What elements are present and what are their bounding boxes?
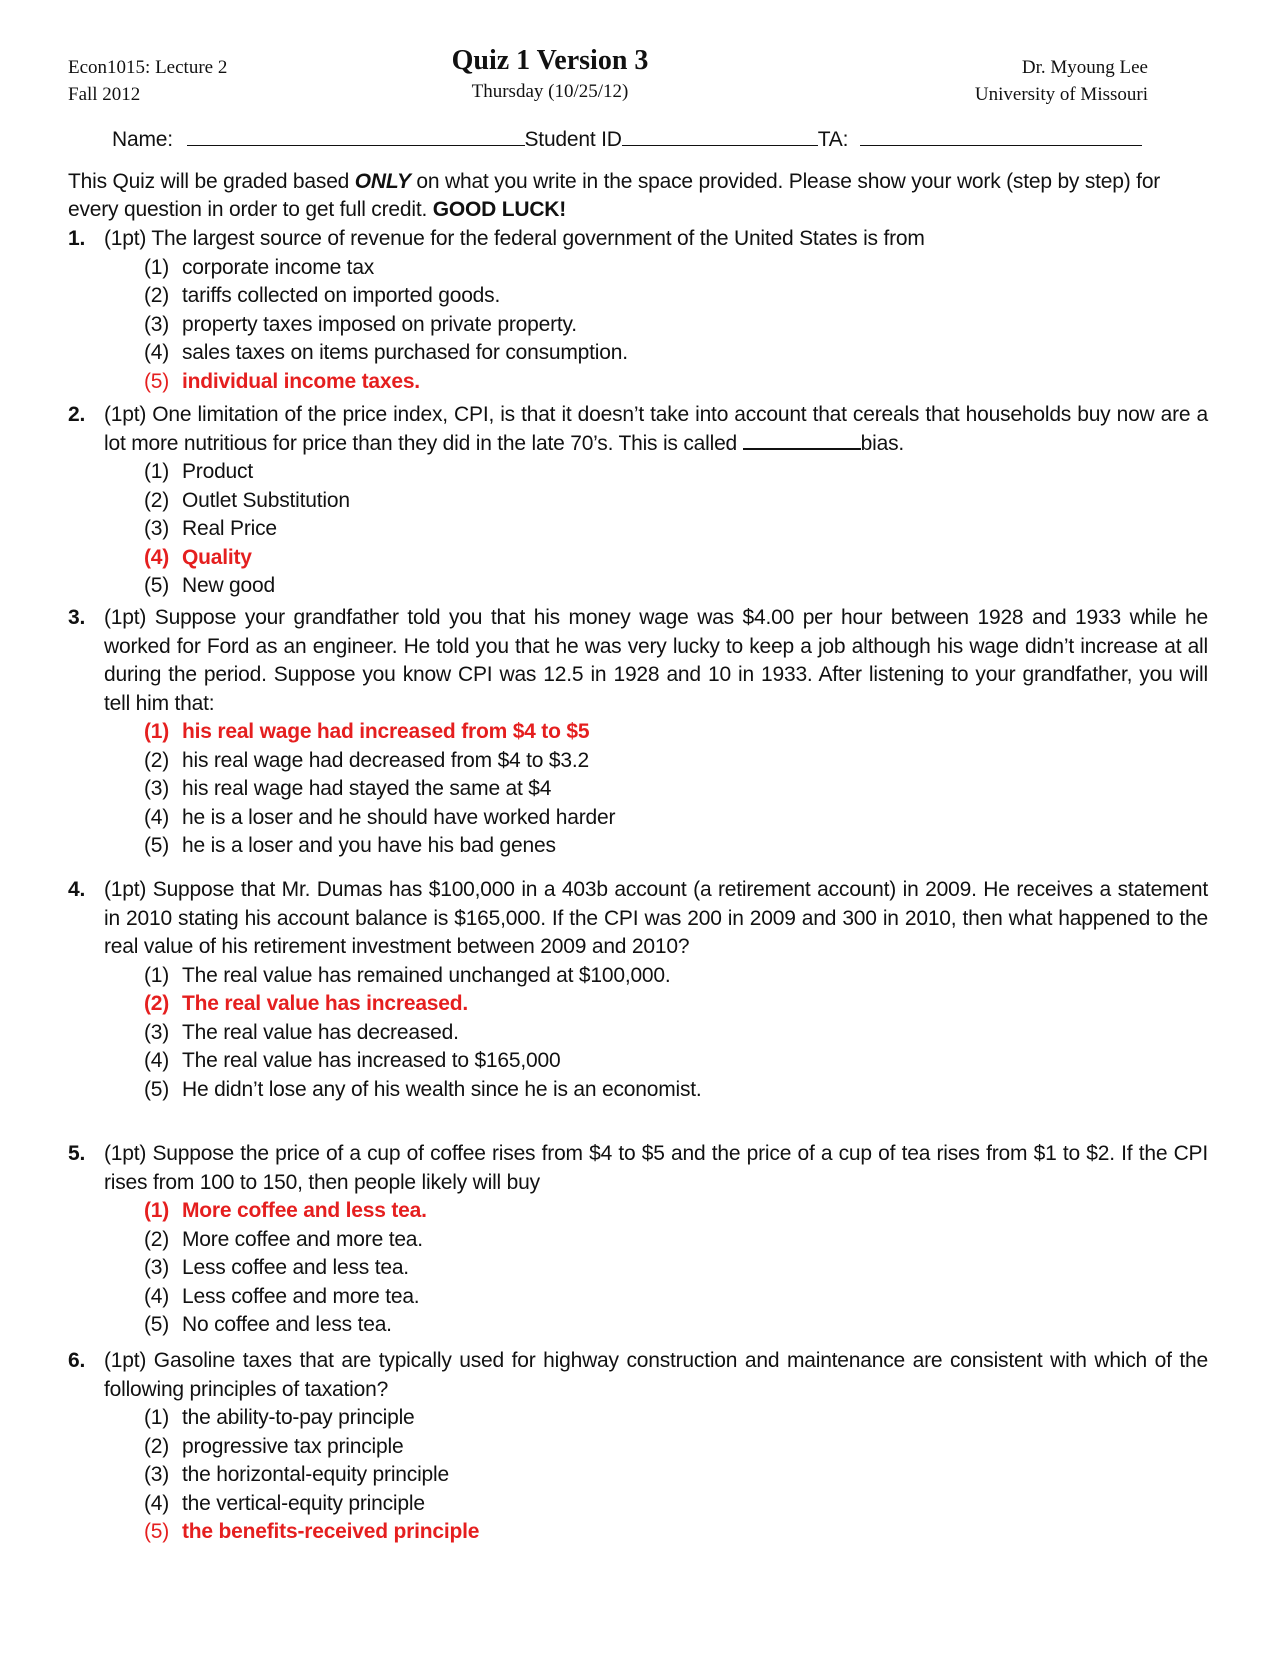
question-text <box>104 401 1208 458</box>
option-3[interactable] <box>144 1254 1208 1283</box>
instructions-emphasis: ONLY <box>354 170 411 193</box>
options-list <box>68 458 1208 601</box>
option-1[interactable] <box>144 1404 1208 1433</box>
option-text: The real value has decreased. <box>182 1020 459 1044</box>
name-field[interactable] <box>187 125 525 146</box>
option-number: (2) <box>144 1227 170 1251</box>
option-3[interactable] <box>144 515 1208 544</box>
option-5[interactable] <box>144 1076 1208 1105</box>
option-number: (1) <box>144 255 170 279</box>
option-number: (3) <box>144 1463 170 1486</box>
option-3[interactable] <box>144 775 1208 804</box>
option-text: corporate income tax <box>182 255 375 279</box>
answer-blank[interactable] <box>743 430 861 450</box>
option-text: Less coffee and less tea. <box>182 1256 409 1279</box>
option-5-correct-answer[interactable] <box>144 1518 1208 1547</box>
option-4-correct-answer[interactable] <box>144 544 1208 573</box>
option-text: his real wage had stayed the same at $4 <box>182 777 552 800</box>
option-5-correct-answer[interactable] <box>144 368 1208 397</box>
option-number: (4) <box>144 1491 170 1515</box>
option-number: (1) <box>144 1406 170 1429</box>
ta-label: TA: <box>817 128 849 151</box>
option-number: (4) <box>144 805 170 829</box>
option-1-correct-answer[interactable] <box>144 1197 1208 1226</box>
option-number: (1) <box>144 1199 170 1222</box>
option-3[interactable] <box>144 1461 1208 1490</box>
option-text: The real value has remained unchanged at $100,000. <box>182 963 671 987</box>
option-text: Less coffee and more tea. <box>182 1284 420 1308</box>
question-4 <box>68 876 1208 1104</box>
option-4[interactable] <box>144 804 1208 833</box>
question-2 <box>68 401 1208 601</box>
option-number: (3) <box>144 777 170 800</box>
option-4[interactable] <box>144 339 1208 368</box>
good-luck-text: GOOD LUCK! <box>432 198 567 221</box>
option-5[interactable] <box>144 572 1208 601</box>
instructions-text-2: on what you write in the space provided. Please show your work (step by step) for every question in order to get full credit. <box>68 170 1161 221</box>
course-name: Econ1015: Lecture 2 <box>68 57 228 78</box>
options-list <box>68 962 1208 1105</box>
option-number: (4) <box>144 1284 170 1308</box>
question-text: (1pt) Gasoline taxes that are typically used for highway construction and maintenance are consistent with which of the following principles of taxation? <box>104 1349 1208 1401</box>
question-5 <box>68 1140 1208 1340</box>
option-number: (2) <box>144 284 170 307</box>
option-text: No coffee and less tea. <box>182 1313 392 1336</box>
question-text-part: bias. <box>860 431 905 455</box>
university-name: University of Missouri <box>974 84 1148 105</box>
term: Fall 2012 <box>68 84 141 105</box>
option-number: (1) <box>144 963 170 987</box>
option-number: (2) <box>144 748 170 772</box>
option-4[interactable] <box>144 1490 1208 1519</box>
options-list <box>68 254 1208 397</box>
options-list <box>68 1197 1208 1340</box>
title-block <box>0 44 1100 105</box>
option-2[interactable] <box>144 747 1208 776</box>
question-number: 1. <box>68 227 86 250</box>
option-text: he is a loser and he should have worked harder <box>182 805 616 829</box>
option-number: (3) <box>144 517 170 540</box>
option-text: Quality <box>182 545 252 569</box>
option-1[interactable] <box>144 458 1208 487</box>
option-text: the vertical-equity principle <box>182 1491 425 1515</box>
options-list <box>68 718 1208 861</box>
option-2[interactable] <box>144 1433 1208 1462</box>
option-number: (3) <box>144 1020 170 1044</box>
option-text: More coffee and less tea. <box>182 1199 427 1222</box>
instructions <box>68 168 1208 224</box>
question-number: 5. <box>68 1142 86 1165</box>
question-6 <box>68 1347 1208 1547</box>
name-label: Name: <box>112 128 173 151</box>
option-number: (3) <box>144 1256 170 1279</box>
option-text: individual income taxes. <box>182 369 420 393</box>
option-5[interactable] <box>144 1311 1208 1340</box>
option-1[interactable] <box>144 962 1208 991</box>
option-number: (5) <box>144 574 170 597</box>
option-text: Real Price <box>182 517 277 540</box>
option-text: New good <box>182 574 275 597</box>
option-4[interactable] <box>144 1283 1208 1312</box>
option-text: sales taxes on items purchased for consumption. <box>182 341 628 364</box>
option-number: (4) <box>144 1049 170 1072</box>
option-4[interactable] <box>144 1047 1208 1076</box>
option-2[interactable] <box>144 487 1208 516</box>
option-number: (5) <box>144 1077 170 1101</box>
option-1[interactable] <box>144 254 1208 283</box>
ta-field[interactable] <box>860 125 1142 146</box>
student-id-label: Student ID <box>524 128 622 151</box>
student-id-field[interactable] <box>622 125 818 146</box>
quiz-date: Thursday (10/25/12) <box>471 81 629 102</box>
option-number: (5) <box>144 834 170 857</box>
option-number: (4) <box>144 545 170 569</box>
option-number: (5) <box>144 1313 170 1336</box>
instructions-text-1: This Quiz will be graded based <box>68 170 355 193</box>
options-list <box>68 1404 1208 1547</box>
option-2[interactable] <box>144 282 1208 311</box>
question-text: (1pt) Suppose the price of a cup of coffee rises from $4 to $5 and the price of a cup of tea rises from $1 to $2. If the CPI rises from 100 to 150, then people likely will buy <box>104 1142 1208 1194</box>
question-number: 6. <box>68 1349 86 1372</box>
question-1 <box>68 225 1208 396</box>
option-text: progressive tax principle <box>182 1434 404 1458</box>
option-text: Product <box>182 460 253 483</box>
question-text-part: (1pt) One limitation of the price index, CPI, is that it doesn’t take into account that cereals that households buy now are a lot more nutritious for price than they did in the late 70’s. This is called <box>104 403 1208 455</box>
option-text: the horizontal-equity principle <box>182 1463 449 1486</box>
option-number: (5) <box>144 1520 170 1543</box>
option-text: his real wage had increased from $4 to $5 <box>182 720 590 743</box>
option-text: Outlet Substitution <box>182 488 350 512</box>
option-text: The real value has increased to $165,000 <box>182 1049 561 1072</box>
option-number: (5) <box>144 369 170 393</box>
instructor-name: Dr. Myoung Lee <box>1021 57 1148 78</box>
option-text: tariffs collected on imported goods. <box>182 284 501 307</box>
option-number: (3) <box>144 312 170 336</box>
option-text: the ability-to-pay principle <box>182 1406 415 1429</box>
option-2-correct-answer[interactable] <box>144 990 1208 1019</box>
option-number: (2) <box>144 488 170 512</box>
question-number: 3. <box>68 606 86 629</box>
question-3 <box>68 604 1208 861</box>
option-text: property taxes imposed on private property. <box>182 312 577 336</box>
question-number: 4. <box>68 878 86 901</box>
option-text: he is a loser and you have his bad genes <box>182 834 556 857</box>
option-number: (2) <box>144 992 170 1015</box>
option-number: (1) <box>144 720 170 743</box>
instructor-info <box>975 54 1148 108</box>
option-1-correct-answer[interactable] <box>144 718 1208 747</box>
option-number: (1) <box>144 460 170 483</box>
option-text: The real value has increased. <box>182 992 469 1015</box>
option-text: He didn’t lose any of his wealth since he is an economist. <box>182 1077 702 1101</box>
option-text: More coffee and more tea. <box>182 1227 423 1251</box>
option-2[interactable] <box>144 1226 1208 1255</box>
question-number: 2. <box>68 403 86 426</box>
question-text: (1pt) Suppose that Mr. Dumas has $100,000 in a 403b account (a retirement account) in 2009. He receives a statement in 2010 stating his account balance is $165,000. If the CPI was 200 in 2009 and 300 in 2010, then what happened to the real value of his retirement investment between 2009 and 2010? <box>104 878 1208 958</box>
option-5[interactable] <box>144 832 1208 861</box>
page-title: Quiz 1 Version 3 <box>451 45 649 76</box>
student-info-line <box>112 125 1142 154</box>
option-text: his real wage had decreased from $4 to $3.2 <box>182 748 589 772</box>
option-3[interactable] <box>144 1019 1208 1048</box>
option-text: the benefits-received principle <box>182 1520 480 1543</box>
question-text: (1pt) The largest source of revenue for the federal government of the United States is from <box>104 227 925 250</box>
option-3[interactable] <box>144 311 1208 340</box>
option-number: (4) <box>144 341 170 364</box>
question-text: (1pt) Suppose your grandfather told you that his money wage was $4.00 per hour between 1928 and 1933 while he worked for Ford as an engineer. He told you that he was very lucky to keep a job although his wage didn’t increase at all during the period. Suppose you know CPI was 12.5 in 1928 and 10 in 1933. After listening to your grandfather, you will tell him that: <box>104 606 1208 715</box>
option-number: (2) <box>144 1434 170 1458</box>
